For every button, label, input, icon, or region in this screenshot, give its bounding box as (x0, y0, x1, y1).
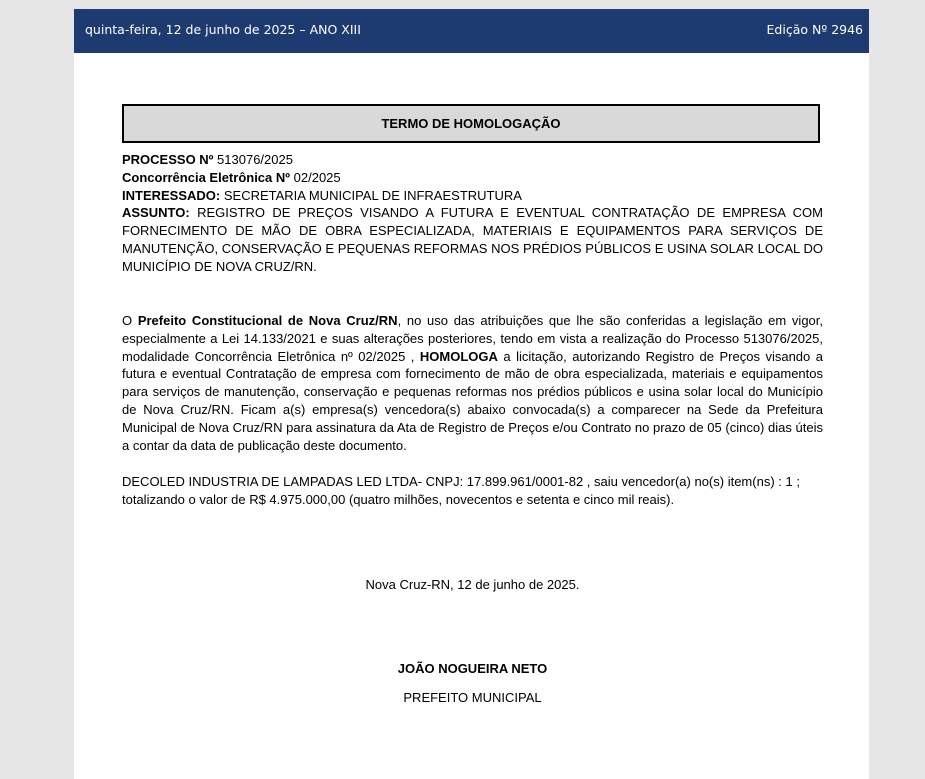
signatory-role: PREFEITO MUNICIPAL (403, 690, 542, 705)
body-part1: , no uso das atribuições que lhe são conferidas a legislação em vigor, especialmente a Lei 14.133/2021 e suas alterações posteriores, tendo em vista a realização do Processo 513076/2025, modalidade Concorrência Eletrônica nº 02/2025 , (122, 313, 823, 364)
signatory-name: JOÃO NOGUEIRA NETO (397, 661, 548, 676)
processo-line (122, 151, 823, 169)
place-date: Nova Cruz-RN, 12 de junho de 2025. (365, 577, 580, 592)
gazette-header-bar (74, 9, 869, 53)
body-mayor: Prefeito Constitucional de Nova Cruz/RN (137, 313, 398, 328)
body-prefix: O (122, 313, 138, 328)
interessado-label: INTERESSADO: (122, 187, 221, 203)
interessado-line (122, 187, 823, 205)
concorrencia-value: 02/2025 (290, 169, 341, 185)
concorrencia-label: Concorrência Eletrônica Nº (122, 169, 291, 185)
document-header-fields (122, 151, 823, 276)
interessado-value: SECRETARIA MUNICIPAL DE INFRAESTRUTURA (220, 187, 522, 203)
body-homologa: HOMOLOGA (419, 348, 498, 364)
document-page (74, 9, 869, 779)
document-title: TERMO DE HOMOLOGAÇÃO (381, 116, 561, 131)
header-edition-number: Edição Nº 2946 (766, 22, 863, 37)
concorrencia-line (122, 169, 823, 187)
winner-text: DECOLED INDUSTRIA DE LAMPADAS LED LTDA- CNPJ: 17.899.961/0001-82 , saiu vencedor(a) no(s) item(ns) : 1 ; totalizando o valor de R$ 4.975.000,00 (quatro milhões, novecentos e setenta e cinco mil reais). (122, 474, 800, 507)
body-part2: a licitação, autorizando Registro de Preços visando a futura e eventual Contratação de empresa com fornecimento de mão de obra especializada, materiais e equipamentos para serviços de manutenção, conservação e pequenas reformas nos prédios públicos e usina solar local do Município de Nova Cruz/RN. Ficam a(s) empresa(s) vencedora(s) abaixo convocada(s) a comparecer na Sede da Prefeitura Municipal de Nova Cruz/RN para assinatura da Ata de Registro de Preços e/ou Contrato no prazo de 05 (cinco) dias úteis a contar da data de publicação deste documento. (122, 348, 823, 453)
processo-value: 513076/2025 (213, 152, 293, 167)
header-date-edition: quinta-feira, 12 de junho de 2025 – ANO XIII (85, 22, 361, 37)
homologation-paragraph (122, 312, 823, 454)
document-title-box (122, 104, 820, 143)
processo-label: PROCESSO Nº (122, 152, 214, 167)
assunto-value: REGISTRO DE PREÇOS VISANDO A FUTURA E EVENTUAL CONTRATAÇÃO DE EMPRESA COM FORNECIMENTO DE MÃO DE OBRA ESPECIALIZADA, MATERIAIS E EQUIPAMENTOS PARA SERVIÇOS DE MANUTENÇÃO, CONSERVAÇÃO E PEQUENAS REFORMAS NOS PRÉDIOS PÚBLICOS E USINA SOLAR LOCAL DO MUNICÍPIO DE NOVA CRUZ/RN. (122, 205, 823, 274)
assunto-label: ASSUNTO: (122, 205, 190, 221)
winner-paragraph (122, 473, 823, 509)
assunto-line (122, 204, 823, 275)
